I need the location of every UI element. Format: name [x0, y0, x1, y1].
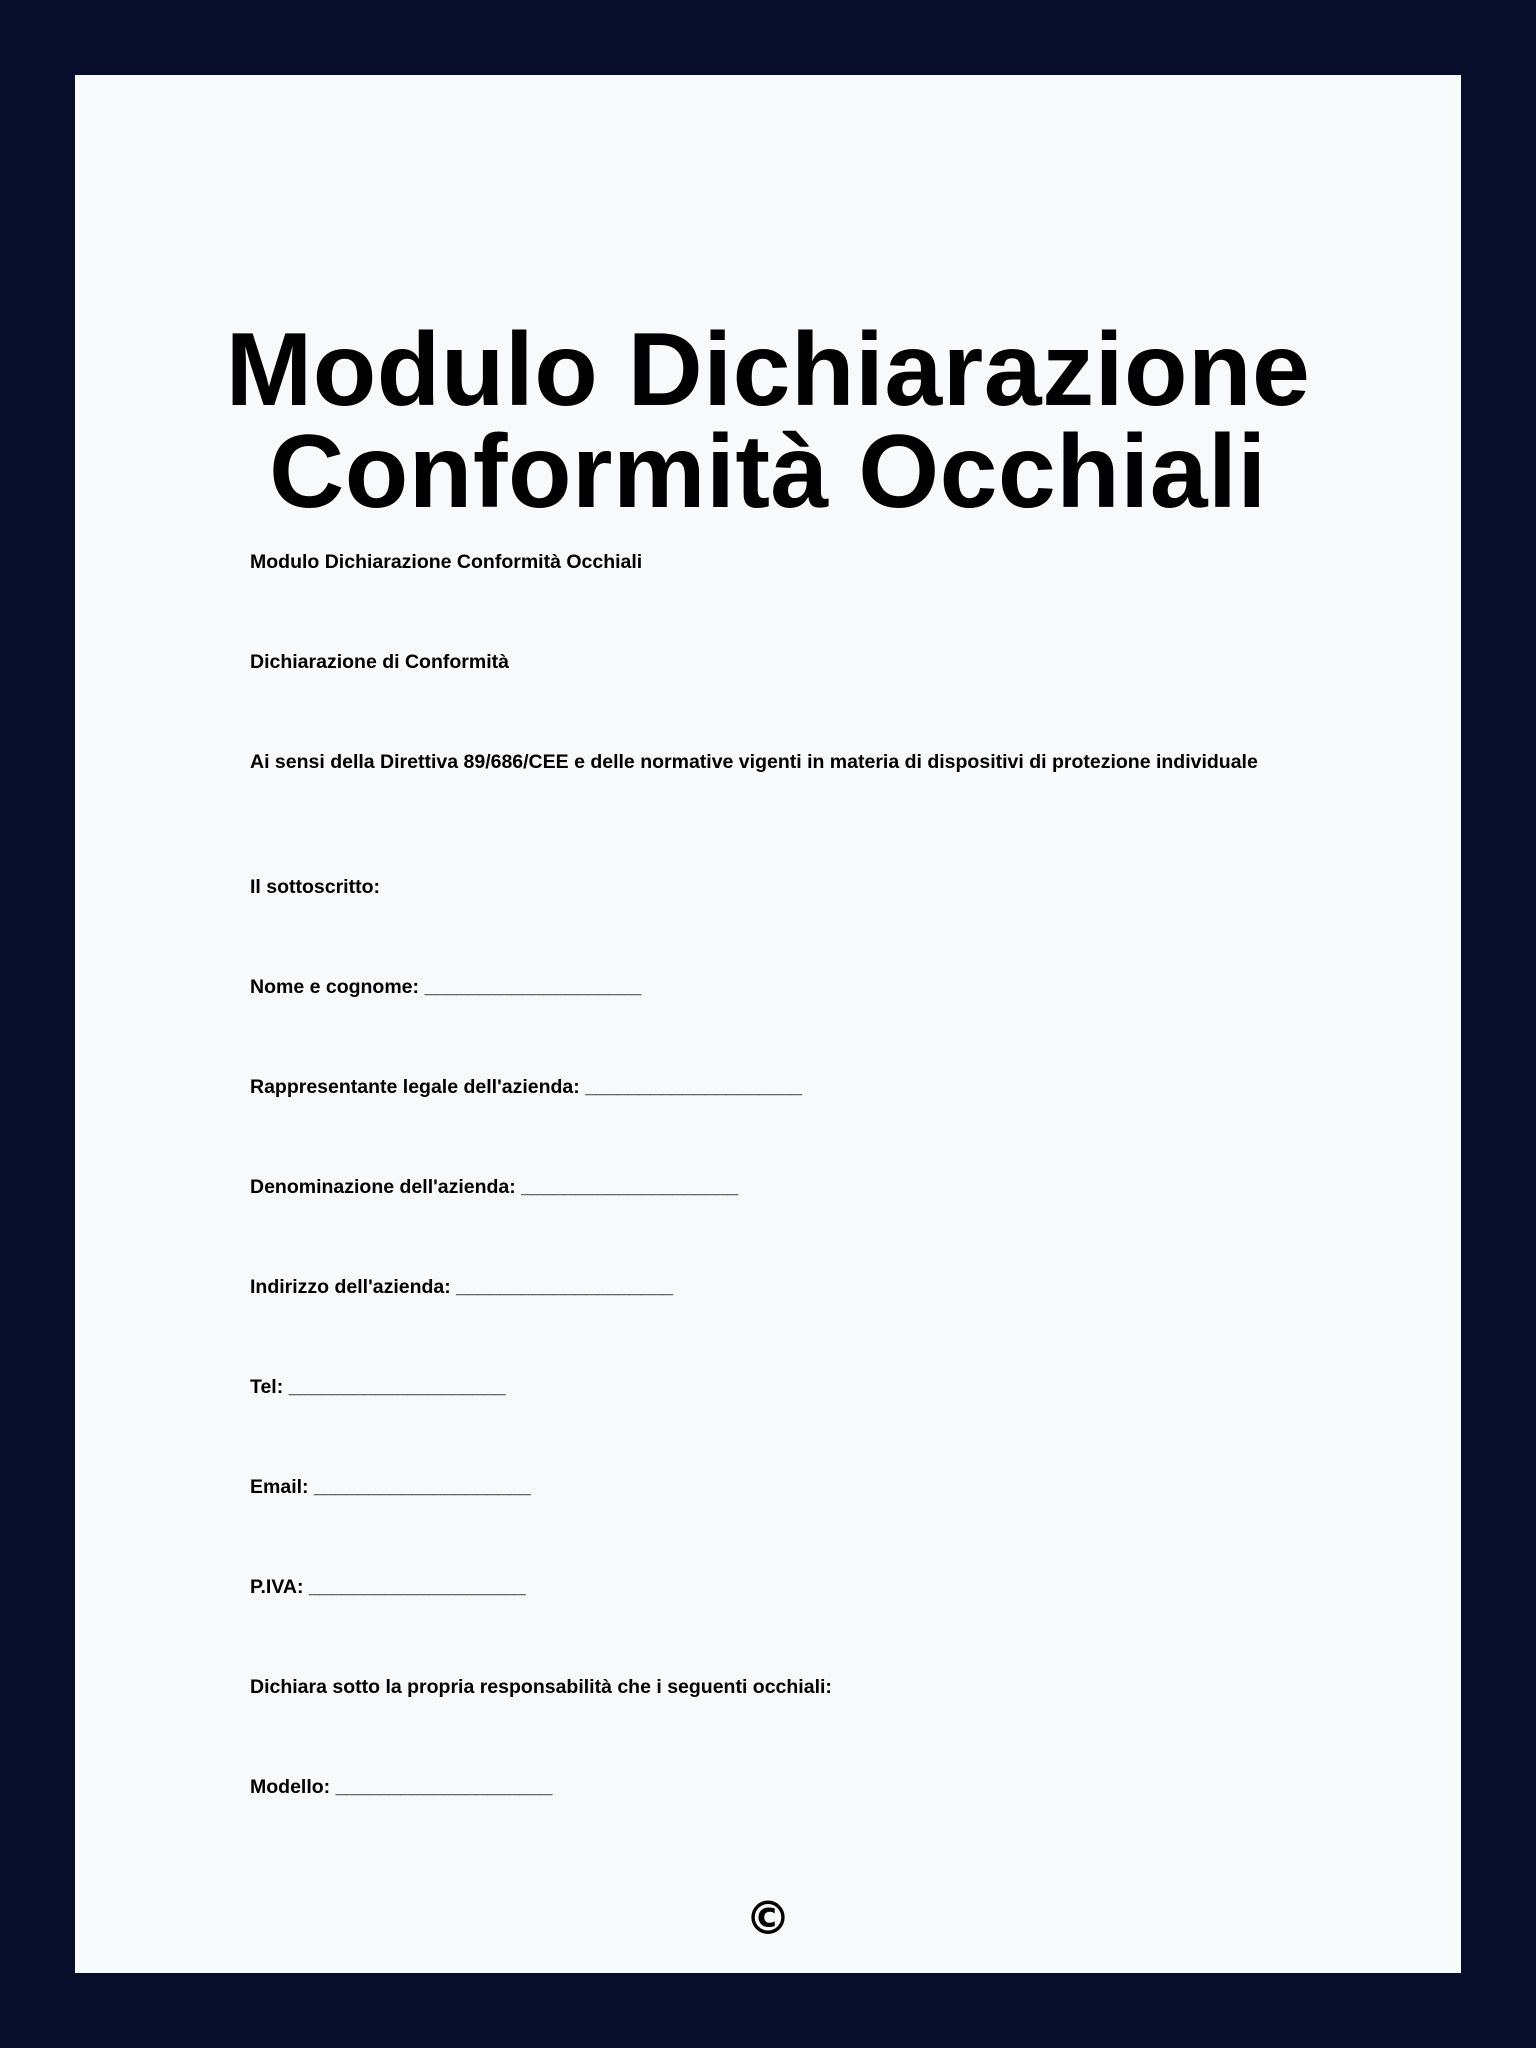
document-page: [75, 75, 1461, 1973]
field-email: Email: ____________________: [250, 1476, 531, 1498]
field-legal-representative: Rappresentante legale dell'azienda: ____________________: [250, 1076, 803, 1098]
doc-heading-line: Modulo Dichiarazione Conformità Occhiali: [250, 551, 643, 573]
field-vat-number: P.IVA: ____________________: [250, 1576, 526, 1598]
field-full-name: Nome e cognome: ____________________: [250, 976, 642, 998]
field-company-address: Indirizzo dell'azienda: ____________________: [250, 1276, 674, 1298]
field-model: Modello: ____________________: [250, 1776, 553, 1798]
declaration-statement: Dichiara sotto la propria responsabilità che i seguenti occhiali:: [250, 1676, 832, 1698]
directive-reference: Ai sensi della Direttiva 89/686/CEE e delle normative vigenti in materia di dispositivi di protezione individuale: [250, 751, 1258, 773]
document-title: Modulo Dichiarazione Conformità Occhiali: [225, 312, 1311, 530]
declaration-heading: Dichiarazione di Conformità: [250, 651, 509, 673]
field-company-name: Denominazione dell'azienda: ____________________: [250, 1176, 739, 1198]
copyright-icon: ©: [745, 1891, 791, 1945]
undersigned-label: Il sottoscritto:: [250, 876, 380, 898]
field-phone: Tel: ____________________: [250, 1376, 506, 1398]
